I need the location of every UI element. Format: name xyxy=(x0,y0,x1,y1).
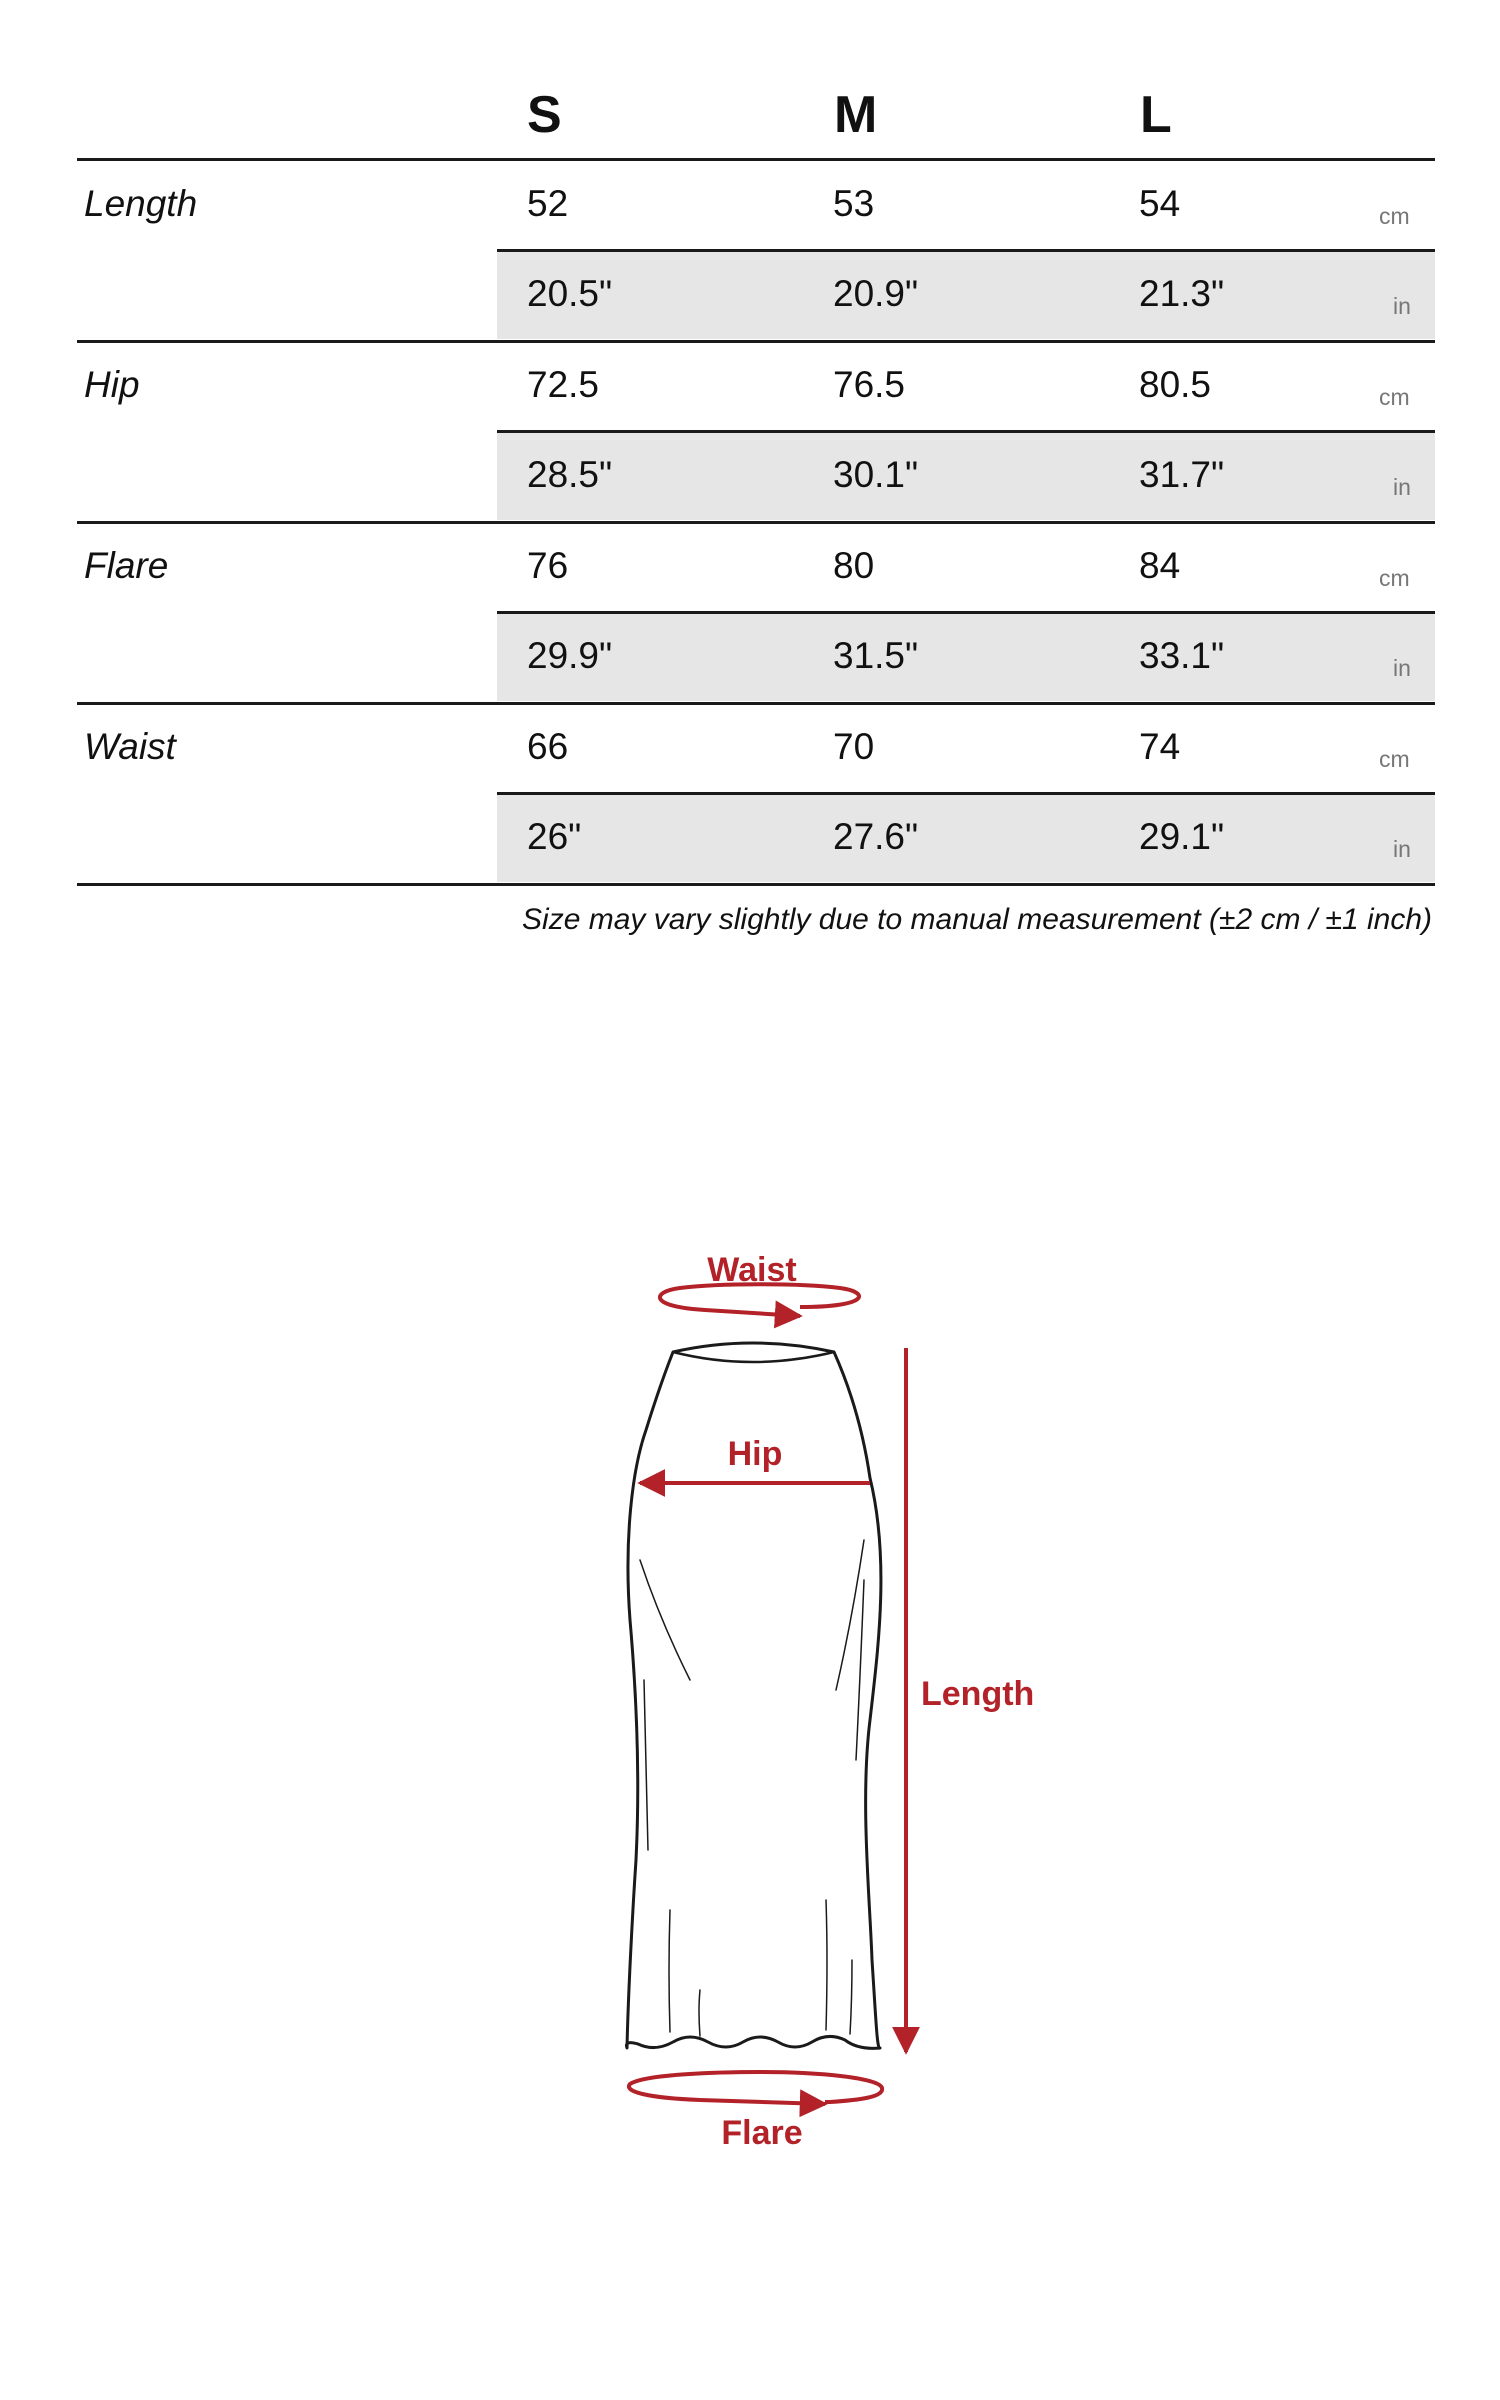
hip-l-cm: 80.5 xyxy=(1139,364,1212,405)
unit-in: in xyxy=(1393,474,1411,500)
hip-m-in: 30.1" xyxy=(833,454,919,495)
flare-arrow xyxy=(629,2072,882,2104)
waist-m-in: 27.6" xyxy=(833,816,919,857)
flare-m-in: 31.5" xyxy=(833,635,919,676)
length-m-in: 20.9" xyxy=(833,273,919,314)
waist-l-in: 29.1" xyxy=(1139,816,1225,857)
flare-diagram-label: Flare xyxy=(721,2114,803,2152)
size-header-l: L xyxy=(1140,86,1172,144)
length-l-cm: 54 xyxy=(1139,183,1181,224)
measurement-label-length: Length xyxy=(84,183,198,224)
measurement-note: Size may vary slightly due to manual measurement (±2 cm / ±1 inch) xyxy=(522,903,1432,936)
flare-s-in: 29.9" xyxy=(527,635,613,676)
unit-in: in xyxy=(1393,836,1411,862)
unit-cm: cm xyxy=(1379,746,1410,772)
unit-cm: cm xyxy=(1379,565,1410,591)
length-diagram-label: Length xyxy=(921,1675,1035,1713)
waist-m-cm: 70 xyxy=(833,726,875,767)
unit-in: in xyxy=(1393,293,1411,319)
waist-l-cm: 74 xyxy=(1139,726,1181,767)
measurement-label-hip: Hip xyxy=(84,364,140,405)
length-l-in: 21.3" xyxy=(1139,273,1225,314)
measurement-label-flare: Flare xyxy=(84,545,169,586)
waist-s-in: 26" xyxy=(527,816,582,857)
flare-s-cm: 76 xyxy=(527,545,569,586)
length-m-cm: 53 xyxy=(833,183,875,224)
waist-s-cm: 66 xyxy=(527,726,569,767)
hip-diagram-label: Hip xyxy=(727,1435,783,1473)
waist-diagram-label: Waist xyxy=(707,1251,797,1289)
hip-s-in: 28.5" xyxy=(527,454,613,495)
size-header-s: S xyxy=(527,86,562,144)
hip-s-cm: 72.5 xyxy=(527,364,600,405)
unit-cm: cm xyxy=(1379,384,1410,410)
hip-l-in: 31.7" xyxy=(1139,454,1225,495)
flare-l-cm: 84 xyxy=(1139,545,1181,586)
length-s-in: 20.5" xyxy=(527,273,613,314)
waist-arrow xyxy=(660,1284,859,1316)
flare-m-cm: 80 xyxy=(833,545,875,586)
length-s-cm: 52 xyxy=(527,183,569,224)
unit-cm: cm xyxy=(1379,203,1410,229)
flare-l-in: 33.1" xyxy=(1139,635,1225,676)
size-header-m: M xyxy=(834,86,878,144)
measurement-label-waist: Waist xyxy=(84,726,176,767)
unit-in: in xyxy=(1393,655,1411,681)
hip-m-cm: 76.5 xyxy=(833,364,906,405)
